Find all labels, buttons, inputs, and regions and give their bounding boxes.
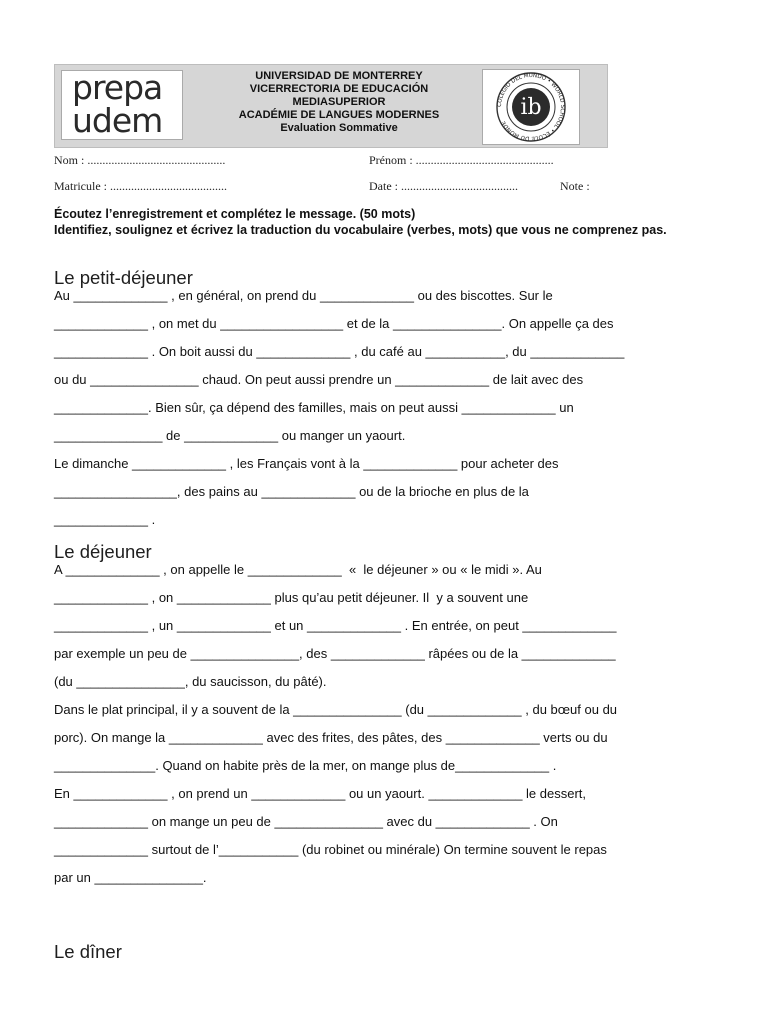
nom-field[interactable]: Nom : ..............................................: [54, 153, 226, 167]
matricule-field[interactable]: Matricule : .......................................: [54, 179, 227, 193]
fill-line[interactable]: par exemple un peu de _______________, des _____________ râpées ou de la _____________: [54, 646, 616, 661]
fill-line[interactable]: _________________, des pains au _____________ ou de la brioche en plus de la: [54, 484, 529, 499]
fill-line[interactable]: _____________ , on met du _________________ et de la _______________. On appelle ça des: [54, 316, 614, 331]
date-field[interactable]: Date : .......................................: [369, 179, 518, 193]
instructions: [54, 206, 694, 238]
institution-line: VICERRECTORIA DE EDUCACIÓN: [249, 83, 429, 95]
fill-line[interactable]: _____________. Bien sûr, ça dépend des familles, mais on peut aussi _____________ un: [54, 400, 574, 415]
fill-line[interactable]: (du _______________, du saucisson, du pâté).: [54, 674, 327, 689]
prepa-udem-logo: [61, 70, 183, 140]
prenom-field[interactable]: Prénom : ..............................................: [369, 153, 554, 167]
fill-line[interactable]: En _____________ , on prend un _____________ ou un yaourt. _____________ le dessert,: [54, 786, 587, 801]
fill-line[interactable]: ______________. Quand on habite près de la mer, on mange plus de_____________ .: [54, 758, 557, 773]
fill-line[interactable]: ou du _______________ chaud. On peut aussi prendre un _____________ de lait avec des: [54, 372, 584, 387]
fill-line[interactable]: _______________ de _____________ ou manger un yaourt.: [54, 428, 406, 443]
instruction-line: Identifiez, soulignez et écrivez la traduction du vocabulaire (verbes, mots) que vous ne comprenez pas.: [54, 223, 667, 237]
section-title-dejeuner: Le déjeuner: [54, 541, 152, 562]
fill-line[interactable]: Le dimanche _____________ , les Français vont à la _____________ pour acheter des: [54, 456, 559, 471]
institution-block: [200, 70, 478, 135]
fill-line[interactable]: A _____________ , on appelle le _____________ « le déjeuner » ou « le midi ». Au: [54, 562, 542, 577]
section-title-petit-dejeuner: Le petit-déjeuner: [54, 267, 193, 288]
fill-line[interactable]: par un _______________.: [54, 870, 207, 885]
section-title-diner: Le dîner: [54, 941, 122, 962]
fill-line[interactable]: Au _____________ , en général, on prend du _____________ ou des biscottes. Sur le: [54, 288, 553, 303]
instruction-line: Écoutez l’enregistrement et complétez le message. (50 mots): [54, 207, 416, 221]
ib-mark: ib: [520, 95, 542, 120]
fill-line[interactable]: _____________ , un _____________ et un _____________ . En entrée, on peut _____________: [54, 618, 617, 633]
fill-line[interactable]: porc). On mange la _____________ avec des frites, des pâtes, des _____________ verts ou du: [54, 730, 608, 745]
institution-line: UNIVERSIDAD DE MONTERREY: [255, 70, 423, 82]
fill-line[interactable]: _____________ , on _____________ plus qu’au petit déjeuner. Il y a souvent une: [54, 590, 529, 605]
ib-seal-icon: [483, 70, 579, 144]
fill-line[interactable]: _____________ on mange un peu de _______________ avec du _____________ . On: [54, 814, 558, 829]
logo-text: prepa udem: [72, 68, 163, 140]
ib-ring-text: COLEGIO DEL MUNDO • WORLD SCHOOL • ÉCOLE DU MONDE: [496, 72, 566, 142]
ib-world-school-logo: [482, 69, 580, 145]
institution-line: MEDIASUPERIOR: [292, 96, 386, 108]
evaluation-label: Evaluation Sommative: [280, 122, 398, 134]
institution-line: ACADÉMIE DE LANGUES MODERNES: [238, 109, 440, 121]
document-header: [54, 64, 608, 148]
fill-line[interactable]: _____________ .: [54, 512, 156, 527]
fill-line[interactable]: _____________ surtout de l’___________ (du robinet ou minérale) On termine souvent le repas: [54, 842, 607, 857]
note-field[interactable]: Note :: [560, 179, 590, 193]
fill-line[interactable]: Dans le plat principal, il y a souvent de la _______________ (du _____________ , du bœuf ou du: [54, 702, 618, 717]
fill-line[interactable]: _____________ . On boit aussi du _____________ , du café au ___________, du _____________: [54, 344, 625, 359]
